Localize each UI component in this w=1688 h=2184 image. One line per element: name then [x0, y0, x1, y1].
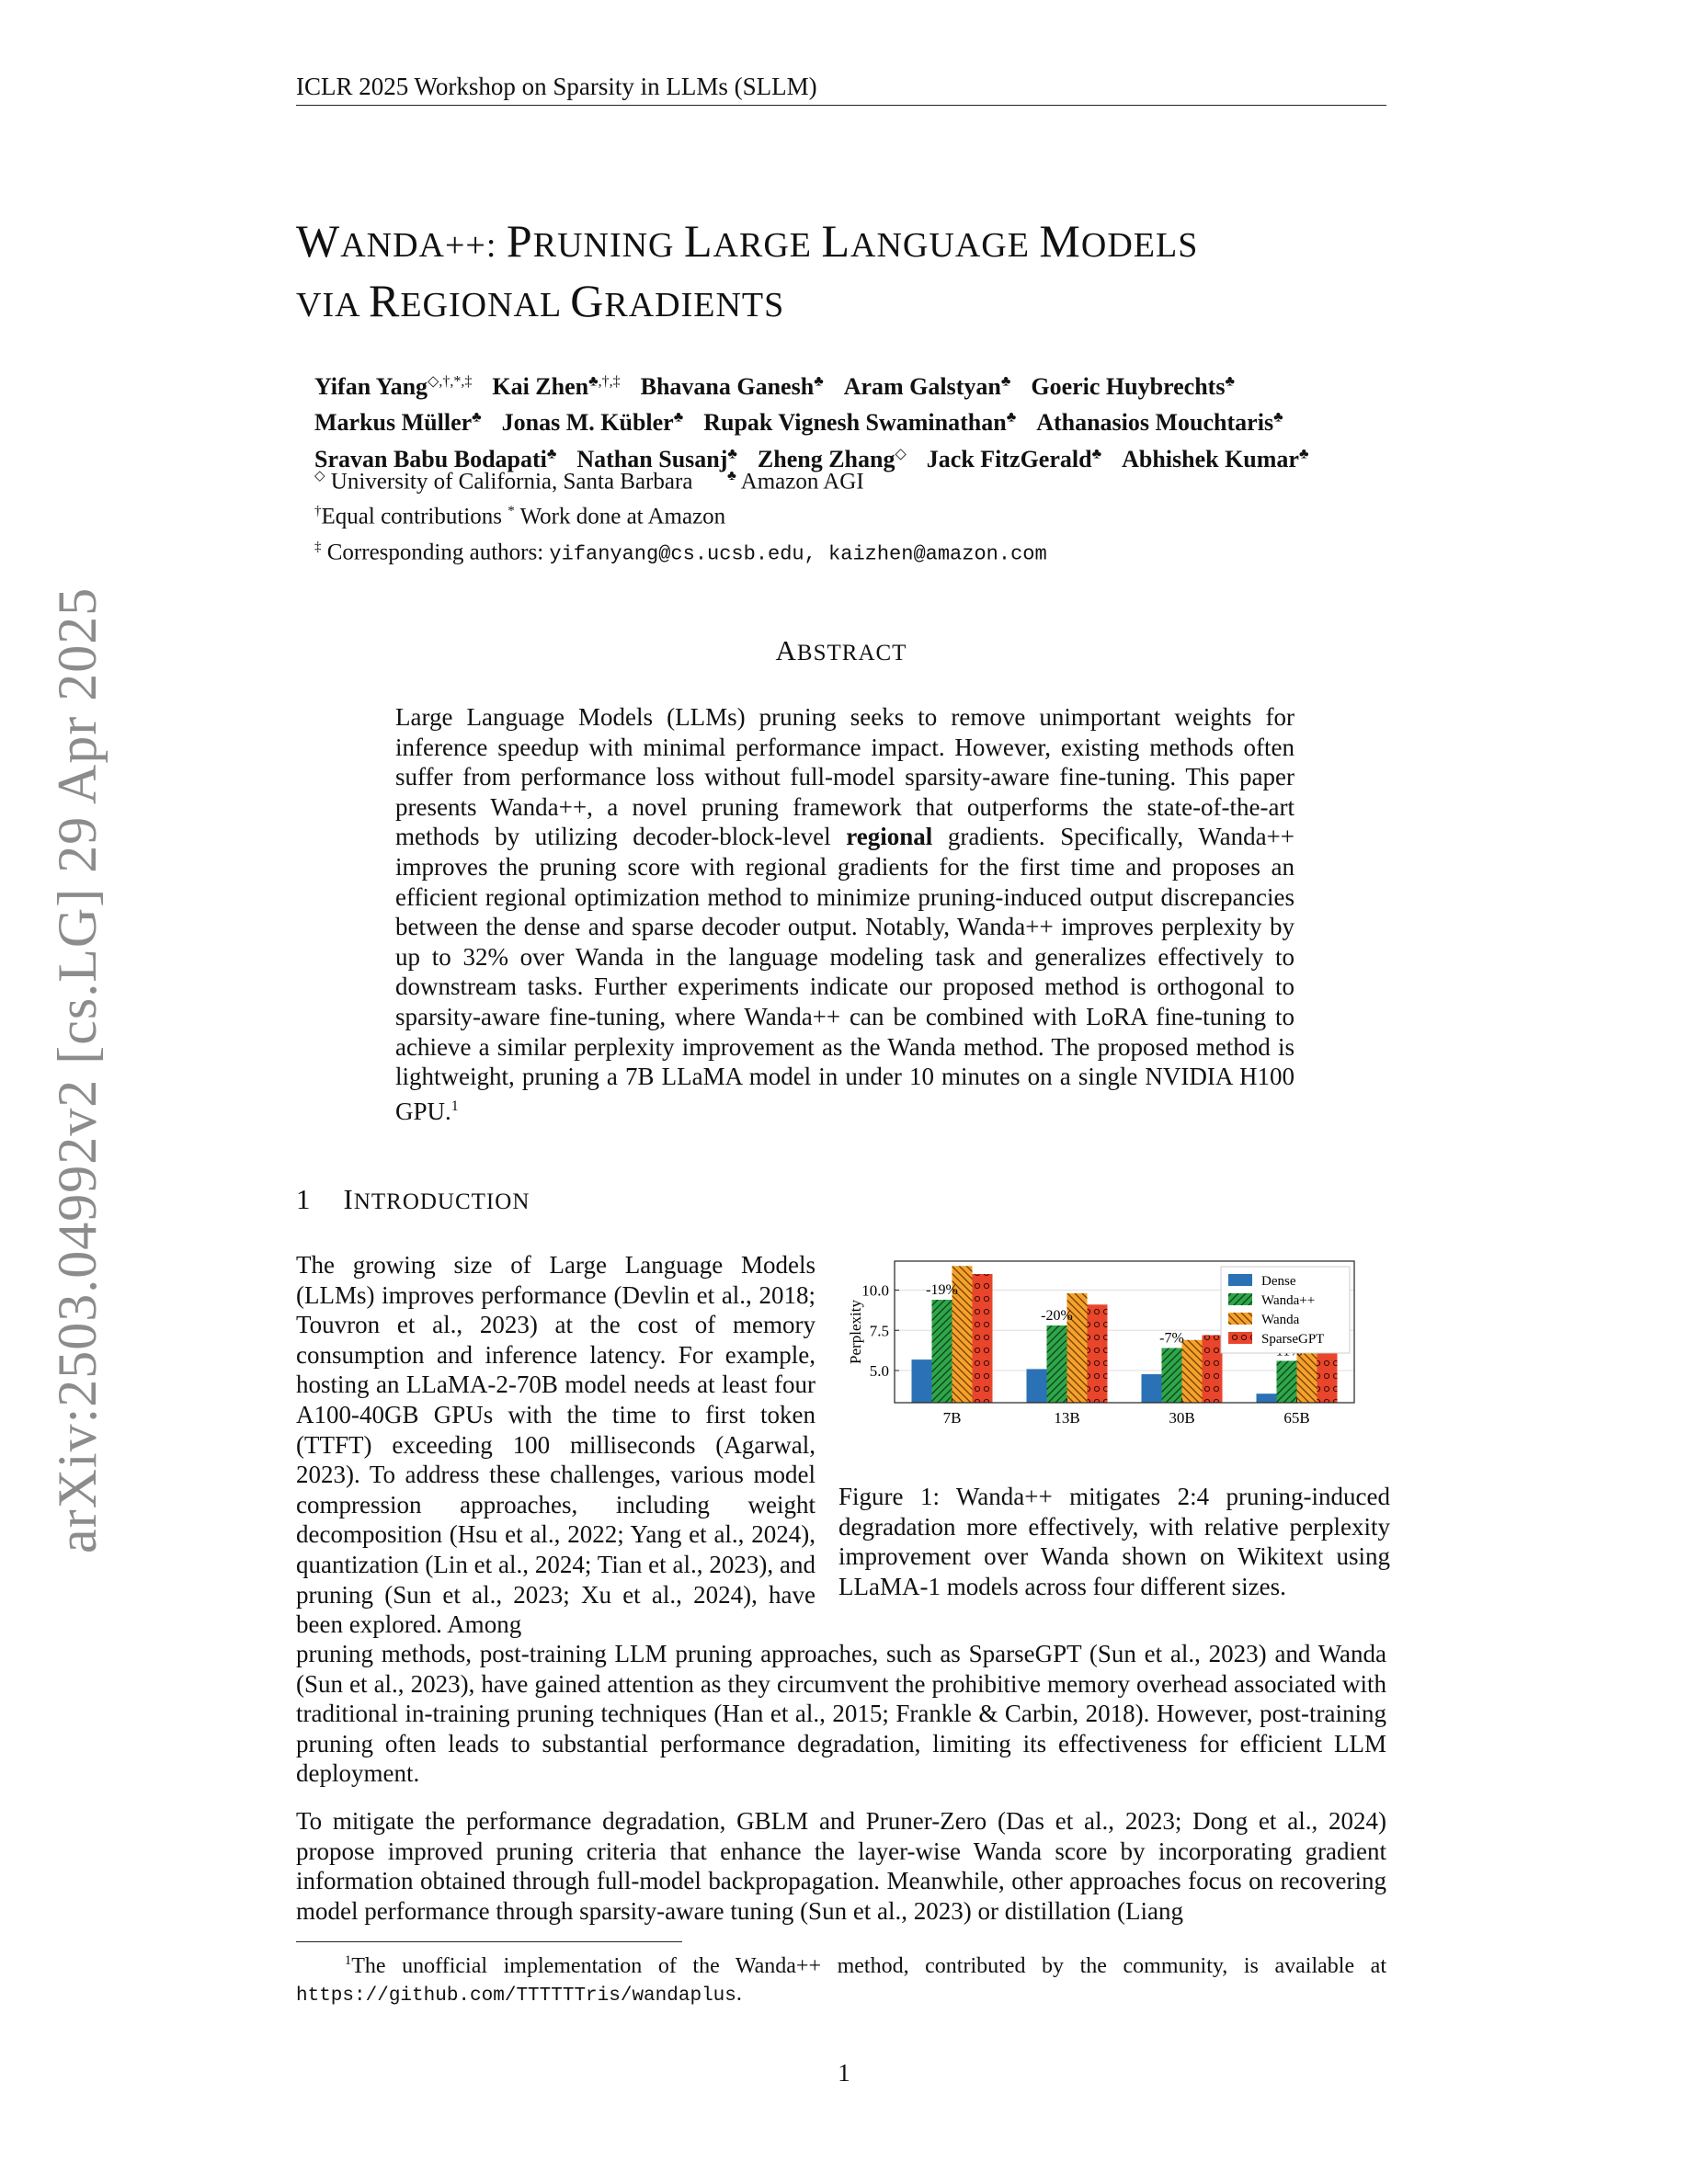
author-name: Jonas M. Kübler♣ [501, 409, 684, 437]
abstract-heading-rest: BSTRACT [796, 641, 907, 665]
bar-sparsegpt [1203, 1336, 1223, 1404]
x-tick-label: 13B [1054, 1409, 1080, 1427]
section-number: 1 [296, 1183, 312, 1215]
paper-title [296, 213, 1399, 333]
footnote [296, 1947, 1386, 2010]
author-name: Aram Galstyan♣ [843, 372, 1011, 400]
legend-label: Wanda++ [1261, 1293, 1316, 1308]
x-tick-label: 65B [1283, 1409, 1310, 1427]
author-affiliation-mark: ♣ [673, 409, 684, 426]
corr-mark: ‡ [314, 539, 322, 554]
intro-paragraph-wrap: The growing size of Large Language Models (LLMs) improves performance (Devlin et al., 2018; Touvron et al., 2023) at the cost of memory consumption and inference latency. For example, hosting an LLaMA-2-70B model needs at least four A100-40GB GPUs with the time to first token (TTFT) exceeding 100 milliseconds (Agarwal, 2023). To address these challenges, various model compression approaches, including weight decomposition (Hsu et al., 2022; Yang et al., 2024), quantization (Lin et al., 2024; Tian et al., 2023), and pruning (Sun et al., 2023; Xu et al., 2024), have been explored. Among [296, 1251, 815, 1639]
work-note-text: Work done at Amazon [519, 504, 726, 529]
y-tick-label: 10.0 [861, 1281, 889, 1300]
legend-label: Dense [1261, 1274, 1296, 1289]
title-cap-letter: P [506, 215, 533, 267]
author-affiliation-mark: ♣ [546, 446, 557, 462]
footnote-ref[interactable]: 1 [451, 1098, 459, 1114]
footnote-link[interactable]: https://github.com/TTTTTTris/wandaplus [296, 1985, 736, 2007]
author-affiliation-mark: ♣,†,‡ [588, 373, 621, 389]
title-small-caps: ANGUAGE [850, 226, 1040, 265]
figure-1-chart [844, 1254, 1396, 1465]
affiliation-line [314, 461, 1372, 496]
abstract-body [395, 702, 1295, 1126]
author-name: Abhishek Kumar♣ [1122, 445, 1309, 472]
improvement-label: -19% [926, 1282, 958, 1298]
author-affiliation-mark: ♣ [1000, 373, 1011, 389]
page-number: 1 [838, 2059, 850, 2087]
author-name: Athanasios Mouchtaris♣ [1036, 409, 1283, 437]
ucsb-affiliation: University of California, Santa Barbara [330, 469, 693, 495]
y-axis-label: Perplexity [847, 1300, 864, 1364]
work-mark: * [508, 504, 515, 519]
author-affiliation-mark: ♣ [1225, 373, 1235, 389]
arxiv-stamp: arXiv:2503.04992v2 [cs.LG] 29 Apr 2025 [47, 586, 108, 1553]
author-name: Zheng Zhang◇ [757, 445, 907, 472]
title-small-caps: RUNING [532, 226, 684, 265]
bar-wanda- [1277, 1361, 1297, 1404]
title-small-caps: VIA [296, 286, 369, 324]
footnote-text: The unofficial implementation of the Wanda++ method, contributed by the community, is available at [351, 1954, 1387, 1978]
author-affiliation-mark: ♣ [1006, 409, 1017, 426]
bar-dense [1257, 1393, 1277, 1403]
author-affiliation-mark: ♣ [814, 373, 824, 389]
footnote-mark: 1 [344, 1953, 352, 1968]
title-cap-letter: L [684, 215, 713, 267]
x-tick-label: 7B [942, 1409, 962, 1427]
author-name: Rupak Vignesh Swaminathan♣ [703, 409, 1017, 437]
abstract-heading [296, 634, 1386, 667]
title-cap-letter: G [570, 275, 605, 326]
improvement-label: -7% [1159, 1330, 1184, 1347]
ucsb-mark: ◇ [314, 469, 325, 483]
section-rest: NTRODUCTION [353, 1189, 530, 1214]
intro-paragraph-2: To mitigate the performance degradation, GBLM and Pruner-Zero (Das et al., 2023; Dong et al., 2024) propose improved pruning criteria that enhance the layer-wise Wanda score by incorporating gradient information obtained through full-model backpropagation. Meanwhile, other approaches focus on recovering model performance through sparsity-aware tuning (Sun et al., 2023) or distillation (Liang [296, 1807, 1386, 1925]
affiliations [314, 461, 1372, 569]
footnote-rule [296, 1941, 682, 1942]
bar-wanda [1182, 1340, 1203, 1403]
legend-swatch [1228, 1313, 1252, 1325]
abstract-bold-word: regional [846, 823, 933, 851]
legend-label: SparseGPT [1261, 1332, 1325, 1347]
abstract-heading-cap: A [775, 634, 797, 666]
title-cap-letter: R [368, 275, 401, 326]
author-affiliation-mark: ♣ [727, 446, 737, 462]
amazon-affiliation: Amazon AGI [740, 469, 864, 495]
author-name: Nathan Susanj♣ [576, 445, 737, 472]
figure-caption: Figure 1: Wanda++ mitigates 2:4 pruning-induced degradation more effectively, with relative perplexity improvement over Wanda shown on Wikitext using LLaMA-1 models across four different sizes. [838, 1483, 1390, 1600]
bar-sparsegpt [973, 1274, 993, 1403]
footnote-period: . [736, 1982, 742, 2006]
bar-wanda- [932, 1300, 952, 1403]
legend-swatch [1228, 1332, 1252, 1344]
amazon-mark: ♣ [726, 469, 736, 483]
running-header: ICLR 2025 Workshop on Sparsity in LLMs (SLLM) [296, 72, 1386, 106]
contribution-note [314, 496, 1372, 531]
bar-sparsegpt [1317, 1349, 1338, 1403]
bar-sparsegpt [1088, 1304, 1108, 1403]
author-affiliation-mark: ♣ [1091, 446, 1102, 462]
bar-wanda- [1162, 1348, 1182, 1404]
author-affiliation-mark: ◇,†,*,‡ [428, 373, 473, 389]
author-name: Yifan Yang◇,†,*,‡ [314, 372, 473, 400]
abstract-text-2: gradients. Specifically, Wanda++ improves the pruning score with regional gradients for the first time and proposes an efficient regional optimization method to minimize pruning-induced output discrepancies between the dense and sparse decoder output. Notably, Wanda++ improves perplexity by up to 32% over Wanda in the language modeling task and generalizes effectively to downstream tasks. Further experiments indicate our proposed method is orthogonal to sparsity-aware fine-tuning, where Wanda++ can be combined with LoRA fine-tuning to achieve a similar perplexity improvement as the Wanda method. The proposed method is lightweight, pruning a 7B LLaMA model in under 10 minutes on a single NVIDIA H100 GPU. [395, 823, 1295, 1125]
y-tick-label: 7.5 [869, 1322, 889, 1340]
title-cap-letter: M [1039, 215, 1081, 267]
equal-contrib-text: Equal contributions [321, 504, 502, 529]
author-affiliation-mark: ♣ [472, 409, 482, 426]
x-tick-label: 30B [1169, 1409, 1195, 1427]
author-name: Kai Zhen♣,†,‡ [492, 372, 621, 400]
corr-label: Corresponding authors: [326, 539, 544, 564]
author-list [314, 366, 1399, 475]
title-cap-letter: L [821, 215, 851, 267]
legend-swatch [1228, 1293, 1252, 1305]
title-small-caps: ARGE [713, 226, 822, 265]
title-cap-letter: W [296, 215, 341, 267]
bar-dense [1027, 1369, 1047, 1403]
bar-dense [912, 1359, 932, 1403]
author-row [314, 403, 1399, 439]
equal-mark: † [314, 504, 322, 519]
bar-wanda- [1047, 1325, 1067, 1403]
author-name: Goeric Huybrechts♣ [1031, 372, 1235, 400]
corresponding-note [314, 532, 1372, 569]
intro-paragraph-cont: pruning methods, post-training LLM pruning approaches, such as SparseGPT (Sun et al., 2023) and Wanda (Sun et al., 2023), have gained attention as they circumvent the prohibitive memory overhead associated with traditional in-training pruning techniques (Han et al., 2015; Frankle & Carbin, 2018). However, post-training pruning often leads to substantial performance degradation, limiting its effectiveness for efficient LLM deployment. [296, 1640, 1386, 1788]
section-cap: I [343, 1183, 354, 1215]
author-affiliation-mark: ♣ [1298, 446, 1309, 462]
author-name: Jack FitzGerald♣ [926, 445, 1102, 472]
author-name: Bhavana Ganesh♣ [640, 372, 824, 400]
corr-emails[interactable]: yifanyang@cs.ucsb.edu, kaizhen@amazon.com [549, 541, 1047, 565]
title-small-caps: EGIONAL [400, 286, 571, 324]
title-small-caps: ANDA++: [340, 226, 507, 265]
abstract-text-1: Large Language Models (LLMs) pruning seeks to remove unimportant weights for inference speedup with minimal performance impact. However, existing methods often suffer from performance loss without full-model sparsity-aware fine-tuning. This paper presents Wanda++, a novel pruning framework that outperforms the state-of-the-art methods by utilizing decoder-block-level [395, 703, 1295, 851]
improvement-label: -20% [1041, 1308, 1073, 1324]
author-row [314, 366, 1399, 403]
legend-label: Wanda [1261, 1313, 1300, 1327]
y-tick-label: 5.0 [869, 1362, 889, 1380]
author-name: Markus Müller♣ [314, 409, 482, 437]
title-line-1 [296, 213, 1399, 273]
section-heading-introduction [296, 1183, 530, 1216]
author-affiliation-mark: ♣ [1273, 409, 1283, 426]
legend-swatch [1228, 1274, 1252, 1286]
title-line-2 [296, 273, 1399, 333]
author-name: Sravan Babu Bodapati♣ [314, 445, 557, 472]
title-small-caps: ODELS [1080, 226, 1199, 265]
bar-dense [1142, 1374, 1162, 1403]
chart-legend [1221, 1267, 1350, 1353]
title-small-caps: RADIENTS [604, 286, 785, 324]
author-affiliation-mark: ◇ [895, 446, 907, 462]
